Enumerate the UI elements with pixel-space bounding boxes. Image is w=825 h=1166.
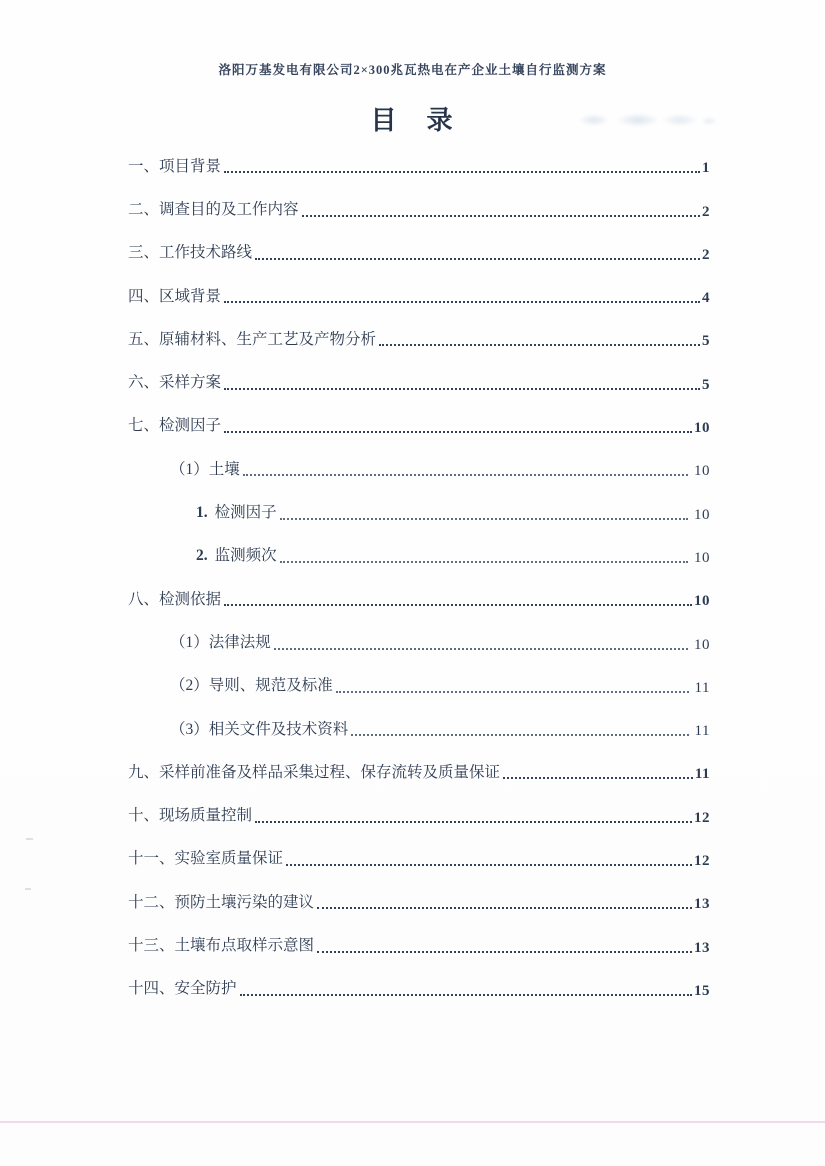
- toc-entry-page: 10: [694, 593, 710, 610]
- toc-entry-label: 一、项目背景: [128, 157, 222, 175]
- toc-dot-leader: [255, 821, 692, 823]
- toc-dot-leader: [224, 604, 692, 606]
- toc-dot-leader: [286, 864, 692, 866]
- toc-entry: [128, 491, 710, 534]
- toc-entry-label: 三、工作技术路线: [128, 244, 253, 262]
- toc-entry-label: 四、区域背景: [128, 287, 222, 305]
- scan-edge-line: [0, 1121, 825, 1123]
- toc-entry-page: 2: [702, 246, 710, 263]
- toc-dot-leader: [503, 777, 693, 779]
- toc-dot-leader: [224, 388, 700, 390]
- toc-entry: [128, 621, 710, 664]
- toc-entry-label: （3）相关文件及技术资料: [170, 720, 349, 738]
- toc-dot-leader: [351, 734, 688, 736]
- toc-entry-page: 11: [694, 766, 710, 783]
- toc-entry: [128, 794, 710, 837]
- toc-dot-leader: [317, 951, 692, 953]
- toc-entry-number: 2.: [196, 547, 208, 565]
- toc-entry: [128, 578, 710, 621]
- scan-speck-artifact: [25, 888, 31, 890]
- toc-dot-leader: [224, 171, 700, 173]
- scan-bleed-through-artifact: [576, 108, 716, 132]
- toc-dot-leader: [317, 907, 692, 909]
- toc-entry: [128, 448, 710, 491]
- toc-entry-label: 监测频次: [214, 547, 277, 565]
- toc-entry: [128, 881, 710, 924]
- toc-entry: [128, 535, 710, 578]
- toc-entry-label: 六、采样方案: [128, 374, 222, 392]
- toc-entry-label: 检测因子: [214, 504, 277, 522]
- toc-entry-label: 十二、预防土壤污染的建议: [128, 893, 315, 911]
- toc-dot-leader: [224, 301, 700, 303]
- toc-entry: [128, 665, 710, 708]
- toc-entry: [128, 145, 710, 188]
- toc-entry-page: 15: [694, 982, 710, 999]
- toc-entry-page: 5: [702, 376, 710, 393]
- toc-entry-label: 二、调查目的及工作内容: [128, 201, 299, 218]
- toc-entry-page: 12: [694, 853, 710, 870]
- toc-entry: [128, 318, 710, 361]
- toc-entry-page: 4: [702, 290, 710, 307]
- toc-entry: [128, 232, 710, 275]
- toc-entry-label: 八、检测依据: [128, 590, 222, 608]
- toc-entry-page: 12: [694, 809, 710, 826]
- toc-list: [128, 145, 710, 1011]
- toc-entry-page: 10: [694, 636, 710, 653]
- toc-dot-leader: [336, 691, 689, 693]
- toc-dot-leader: [274, 648, 688, 650]
- scan-speck-artifact: [26, 838, 33, 840]
- toc-dot-leader: [243, 474, 688, 476]
- toc-page-title: 目 录: [370, 106, 455, 135]
- toc-entry: [128, 275, 710, 318]
- toc-dot-leader: [224, 431, 692, 433]
- toc-dot-leader: [255, 258, 700, 260]
- toc-dot-leader: [280, 518, 688, 520]
- toc-entry: [128, 188, 710, 231]
- toc-dot-leader: [302, 215, 700, 217]
- toc-entry-label: 十、现场质量控制: [128, 807, 253, 825]
- toc-entry-label: 九、采样前准备及样品采集过程、保存流转及质量保证: [128, 763, 501, 781]
- toc-dot-leader: [280, 561, 688, 563]
- toc-entry: [128, 361, 710, 404]
- toc-entry-label: （1）土壤: [170, 460, 240, 478]
- toc-entry-page: 13: [694, 896, 710, 913]
- toc-entry-page: 13: [694, 939, 710, 956]
- toc-entry-label: 五、原辅材料、生产工艺及产物分析: [128, 330, 377, 348]
- toc-entry-page: 10: [694, 420, 710, 437]
- toc-entry: [128, 751, 710, 794]
- toc-entry-page: 5: [702, 333, 710, 350]
- toc-entry: [128, 405, 710, 448]
- toc-entry: [128, 924, 710, 967]
- toc-entry-page: 11: [694, 723, 710, 740]
- toc-entry-number: 1.: [196, 504, 208, 522]
- toc-entry: [128, 968, 710, 1011]
- toc-entry-page: 1: [702, 160, 710, 177]
- toc-entry-label: （2）导则、规范及标准: [170, 677, 333, 695]
- toc-entry: [128, 838, 710, 881]
- toc-dot-leader: [240, 994, 692, 996]
- toc-dot-leader: [379, 344, 700, 346]
- toc-entry-label: 十三、土壤布点取样示意图: [128, 937, 315, 955]
- toc-entry-page: 2: [702, 203, 710, 220]
- toc-entry-page: 10: [694, 549, 710, 566]
- toc-entry-page: 10: [694, 463, 710, 480]
- toc-entry-page: 11: [694, 679, 710, 696]
- toc-entry-label: 十四、安全防护: [128, 980, 237, 998]
- toc-entry: [128, 708, 710, 751]
- toc-entry-label: （1）法律法规: [170, 633, 271, 651]
- toc-entry-page: 10: [694, 506, 710, 523]
- toc-entry-label: 七、检测因子: [128, 417, 222, 435]
- toc-entry-label: 十一、实验室质量保证: [128, 850, 284, 868]
- document-running-header: 洛阳万基发电有限公司2×300兆瓦热电在产企业土壤自行监测方案: [218, 63, 607, 77]
